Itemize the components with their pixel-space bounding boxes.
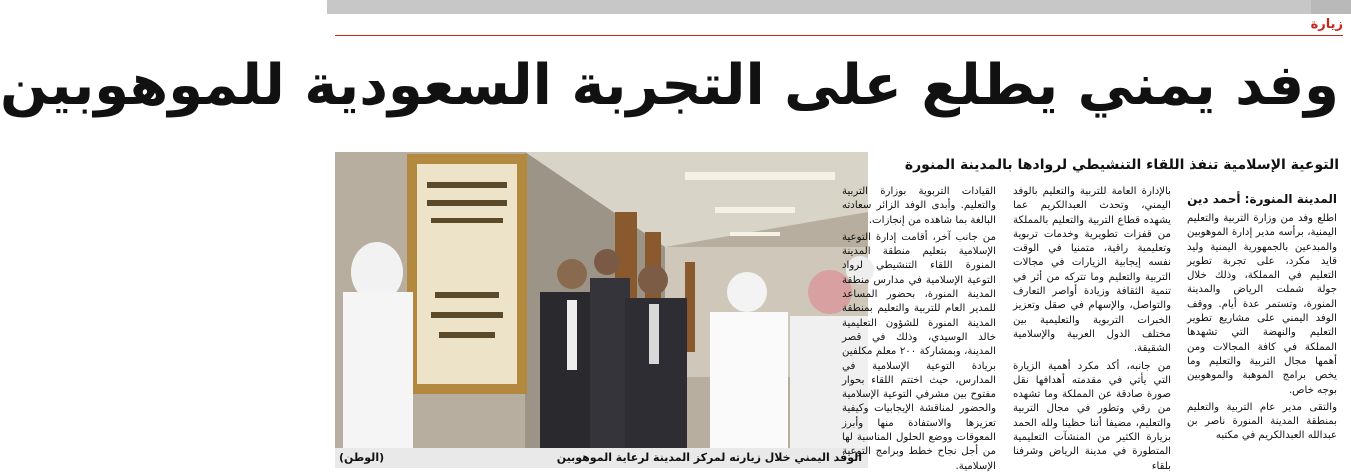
paragraph: بالإدارة العامة للتربية والتعليم بالوفد اليمني، وتحدث العبدالكريم عما يشهده قطاع التربية والتعليم بالمملكة من قفزات تطويرية وخدمات تربوية وتعليمية راقية، متمنيا في الوقت نفسه إيجابية الزيارات في مجالات التربية والتعليم وما تتركه من أثر في تنمية الثقافة وزيادة أواصر التعارف والتواصل، والإسهام في صقل وتعزيز الخبرات التربوية والتعليمية بين مختلف الدول العربية والإسلامية الشقيقة. xyxy=(1013,186,1171,355)
top-bar xyxy=(327,0,1351,14)
section-tag: زيارة xyxy=(1310,17,1343,32)
paragraph: القيادات التربوية بوزارة التربية والتعليم. وأبدى الوفد الزائر سعادته البالغة بما شاهده من إنجازات. xyxy=(842,186,996,226)
headline: وفد يمني يطلع على التجربة السعودية للموهوبين xyxy=(0,53,1339,118)
photo-caption: الوفد اليمني خلال زيارته لمركز المدينة لرعاية الموهوبين xyxy=(556,451,862,464)
paragraph: اطلع وفد من وزارة التربية والتعليم اليمنية، برأسه مدير إدارة الموهوبين والمبدعين بالجمهورية اليمنية وليد قايد مكرد، على تجربة تطوير التعليم في المملكة، وذلك خلال جولة شملت الرياض والمدينة المنورة، وتستمر عدة أيام. ووقف الوفد اليمني على مشاريع تطوير التعليم والنهضة التي تشهدها المملكة في كافة المجالات ومن أهمها مجال التربية والتعليم وما يخص برامج الموهبة والموهوبين بوجه خاص. xyxy=(1187,213,1337,396)
article-column-2 xyxy=(1013,185,1171,472)
photo-caption-bar xyxy=(335,448,868,468)
photo-credit: (الوطن) xyxy=(339,451,385,464)
article-column-1 xyxy=(1187,212,1337,464)
top-bar-accent xyxy=(1311,0,1351,14)
subheadline: التوعية الإسلامية تنفذ اللقاء التنشيطي لروادها بالمدينة المنورة xyxy=(904,157,1339,173)
paragraph: والتقى مدير عام التربية والتعليم بمنطقة المدينة المنورة ناصر بن عبدالله العبدالكريم في مكتبه xyxy=(1187,401,1337,442)
article-photo xyxy=(335,152,868,460)
paragraph: من جانبه، أكد مكرد أهمية الزيارة التي يأتي في مقدمته أهدافها نقل صورة صادقة عن المملكة وما تشهده من رقي وتطور في مجال التربية والتعليم، مضيفا أننا حظينا ولله الحمد بزيارة الكثير من المنشآت التعليمية المتطورة في مدينة الرياض وشرفنا بلقاء xyxy=(1013,360,1171,472)
photo-illustration xyxy=(335,152,868,460)
article-column-3 xyxy=(842,185,996,472)
byline: المدينة المنورة: أحمد دين xyxy=(1187,192,1337,206)
section-rule xyxy=(335,35,1343,36)
paragraph: من جانب آخر، أقامت إدارة التوعية الإسلامية بتعليم منطقة المدينة المنورة اللقاء التنشيطي لرواد التوعية الإسلامية في مدارس منطقة المدينة المنورة، بحضور المساعد للمدير العام للتربية والتعليم بمنطقة المدينة المنورة للشؤون التعليمية خالد الوسيدي، وذلك في قصر المدينة، وبمشاركة ٢٠٠ معلم مكلفين بريادة التوعية الإسلامية في المدارس، حيث اختتم اللقاء بحوار مفتوح بين مشرفي التوعية الإسلامية والحضور لمناقشة الإيجابيات وكيفية تعزيزها والاستفادة منها وأبرز المعوقات ووضع الحلول المناسبة لها من أجل نجاح خطط وبرامج التوعية الإسلامية. xyxy=(842,231,996,472)
